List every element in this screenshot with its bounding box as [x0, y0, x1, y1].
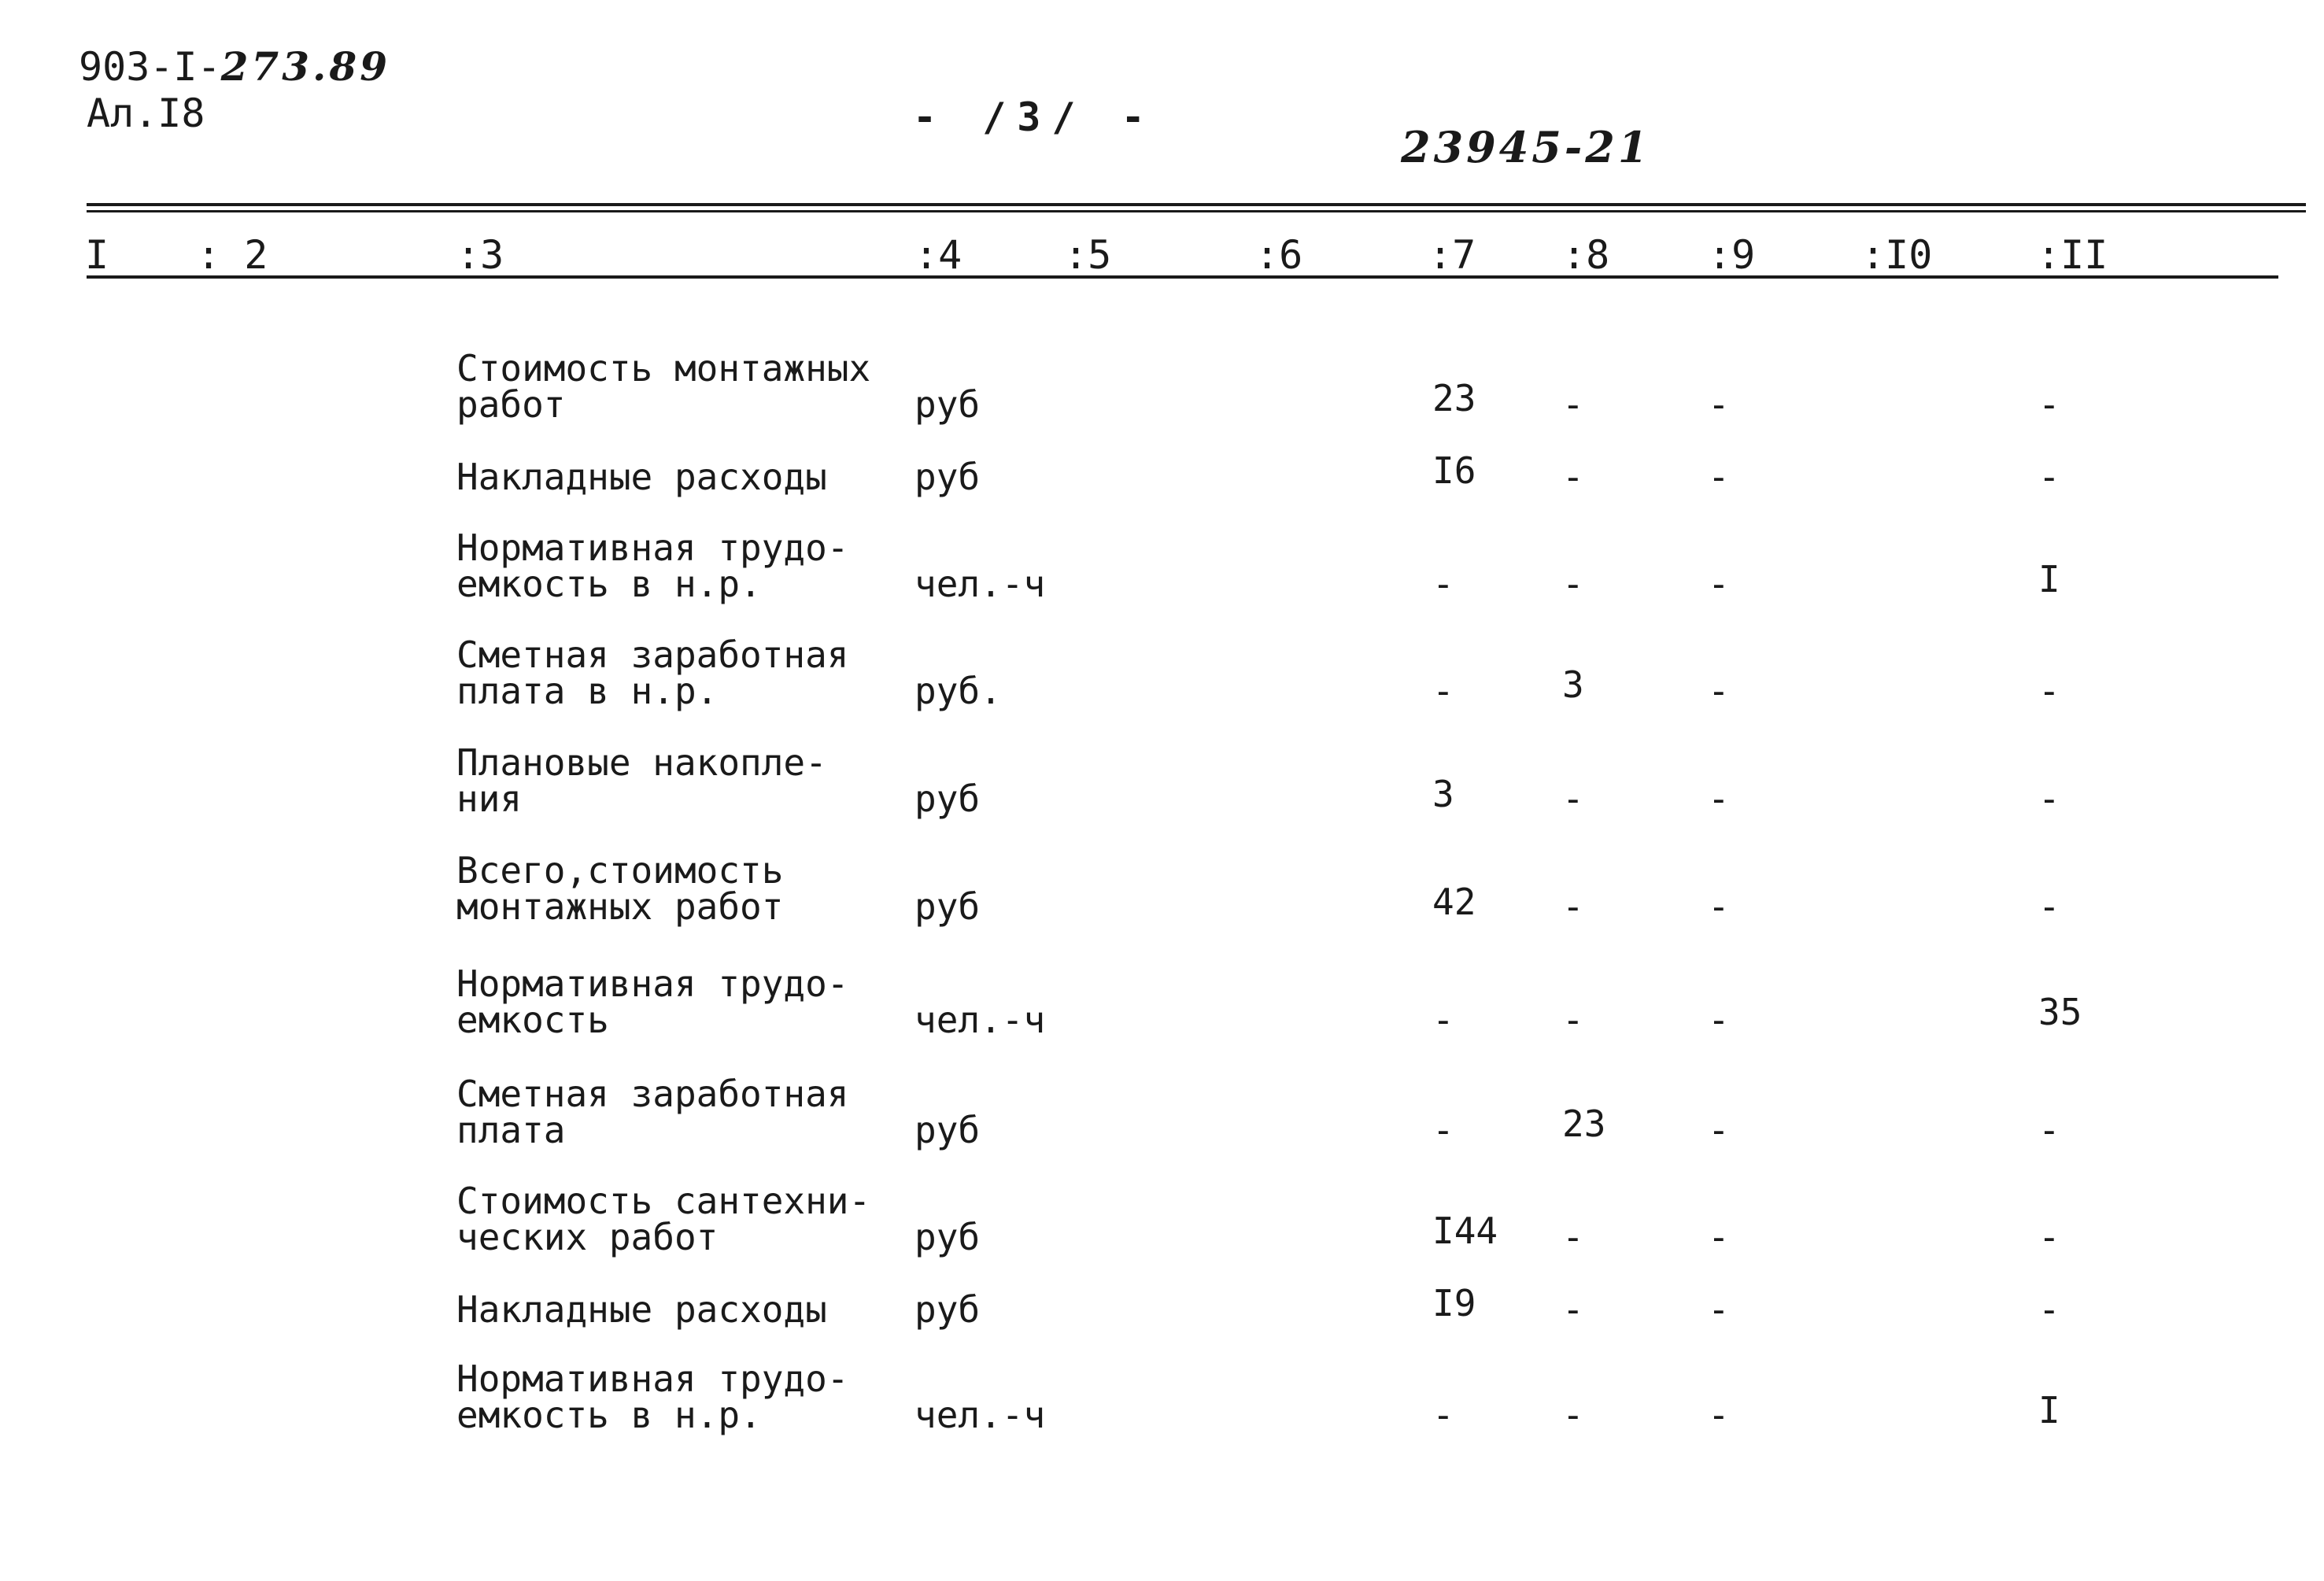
page-number: - /3/ - — [913, 94, 1156, 140]
document-code-typed: 903-I- — [79, 44, 221, 90]
document-code — [79, 43, 390, 90]
column-header-8: :8 — [1562, 232, 1610, 278]
value-col7: - — [1432, 999, 1454, 1041]
value-col8: - — [1562, 563, 1584, 605]
value-col11: - — [2038, 456, 2060, 498]
item-name-line: работ — [456, 383, 566, 426]
value-col8: - — [1562, 1216, 1584, 1258]
value-col7: I6 — [1432, 449, 1476, 492]
header-rule-bottom — [87, 275, 2278, 279]
column-header-4: :4 — [914, 232, 962, 278]
item-name-line: Накладные расходы — [456, 456, 827, 498]
value-col9: - — [1708, 670, 1730, 712]
column-header-6: :6 — [1255, 232, 1303, 278]
value-col7: 42 — [1432, 881, 1476, 923]
value-col9: - — [1708, 1288, 1730, 1331]
value-col7: - — [1432, 1109, 1454, 1151]
column-header-2: : 2 — [197, 232, 268, 278]
value-col11: I — [2038, 558, 2060, 600]
value-col8: - — [1562, 1288, 1584, 1331]
header-rule-top-secondary — [87, 210, 2306, 212]
value-col8: - — [1562, 885, 1584, 928]
value-col8: - — [1562, 383, 1584, 426]
unit-cell: чел.-ч — [914, 1394, 1046, 1436]
item-name-line: Плановые накопле- — [456, 741, 827, 784]
unit-cell: руб — [914, 1216, 981, 1258]
value-col9: - — [1708, 778, 1730, 820]
unit-cell: руб — [914, 456, 981, 498]
registration-number: 23945-21 — [1401, 122, 1651, 172]
item-name-line: плата — [456, 1109, 566, 1151]
value-col11: - — [2038, 670, 2060, 712]
value-col7: - — [1432, 670, 1454, 712]
item-name-line: емкость — [456, 999, 609, 1041]
item-name-line: ния — [456, 778, 523, 820]
column-header-11: :II — [2037, 232, 2108, 278]
item-name-line: Сметная заработная — [456, 1073, 849, 1115]
header-rule-top — [87, 203, 2306, 206]
column-header-9: :9 — [1708, 232, 1756, 278]
unit-cell: руб — [914, 778, 981, 820]
item-name-line: Нормативная трудо- — [456, 1358, 849, 1400]
value-col11: - — [2038, 778, 2060, 820]
item-name-line: Сметная заработная — [456, 634, 849, 676]
unit-cell: руб. — [914, 670, 1002, 712]
unit-cell: руб — [914, 1109, 981, 1151]
item-name-line: Стоимость сантехни- — [456, 1180, 871, 1222]
item-name-line: Накладные расходы — [456, 1288, 827, 1331]
value-col9: - — [1708, 1394, 1730, 1436]
value-col7: - — [1432, 563, 1454, 605]
value-col11: - — [2038, 383, 2060, 426]
unit-cell: чел.-ч — [914, 999, 1046, 1041]
unit-cell: руб — [914, 885, 981, 928]
item-name-line: плата в н.р. — [456, 670, 719, 712]
value-col7: I44 — [1432, 1210, 1498, 1252]
item-name-line: емкость в н.р. — [456, 1394, 762, 1436]
value-col7: 3 — [1432, 773, 1454, 815]
value-col8: 3 — [1562, 663, 1584, 706]
value-col11: - — [2038, 885, 2060, 928]
value-col11: - — [2038, 1109, 2060, 1151]
column-header-3: :3 — [456, 232, 504, 278]
value-col8: - — [1562, 999, 1584, 1041]
item-name-line: Нормативная трудо- — [456, 526, 849, 569]
unit-cell: руб — [914, 383, 981, 426]
value-col9: - — [1708, 1216, 1730, 1258]
column-header-10: :I0 — [1861, 232, 1933, 278]
value-col8: - — [1562, 456, 1584, 498]
document-code-handwritten: 273.89 — [220, 43, 390, 90]
column-header-7: :7 — [1428, 232, 1476, 278]
value-col9: - — [1708, 1109, 1730, 1151]
value-col8: 23 — [1562, 1103, 1606, 1145]
item-name-line: Стоимость монтажных — [456, 347, 871, 390]
item-name-line: Всего,стоимость — [456, 849, 784, 892]
value-col8: - — [1562, 1394, 1584, 1436]
value-col7: - — [1432, 1394, 1454, 1436]
unit-cell: чел.-ч — [914, 563, 1046, 605]
value-col9: - — [1708, 383, 1730, 426]
value-col7: I9 — [1432, 1282, 1476, 1324]
sheet-label: Ал.I8 — [87, 91, 205, 136]
value-col9: - — [1708, 456, 1730, 498]
column-header-5: :5 — [1064, 232, 1112, 278]
column-header-1: I — [85, 232, 109, 278]
value-col11: - — [2038, 1216, 2060, 1258]
value-col11: - — [2038, 1288, 2060, 1331]
item-name-line: Нормативная трудо- — [456, 962, 849, 1005]
item-name-line: емкость в н.р. — [456, 563, 762, 605]
value-col11: 35 — [2038, 991, 2082, 1033]
value-col11: I — [2038, 1389, 2060, 1431]
value-col7: 23 — [1432, 377, 1476, 419]
item-name-line: монтажных работ — [456, 885, 784, 928]
value-col9: - — [1708, 563, 1730, 605]
unit-cell: руб — [914, 1288, 981, 1331]
item-name-line: ческих работ — [456, 1216, 719, 1258]
value-col9: - — [1708, 885, 1730, 928]
value-col9: - — [1708, 999, 1730, 1041]
value-col8: - — [1562, 778, 1584, 820]
